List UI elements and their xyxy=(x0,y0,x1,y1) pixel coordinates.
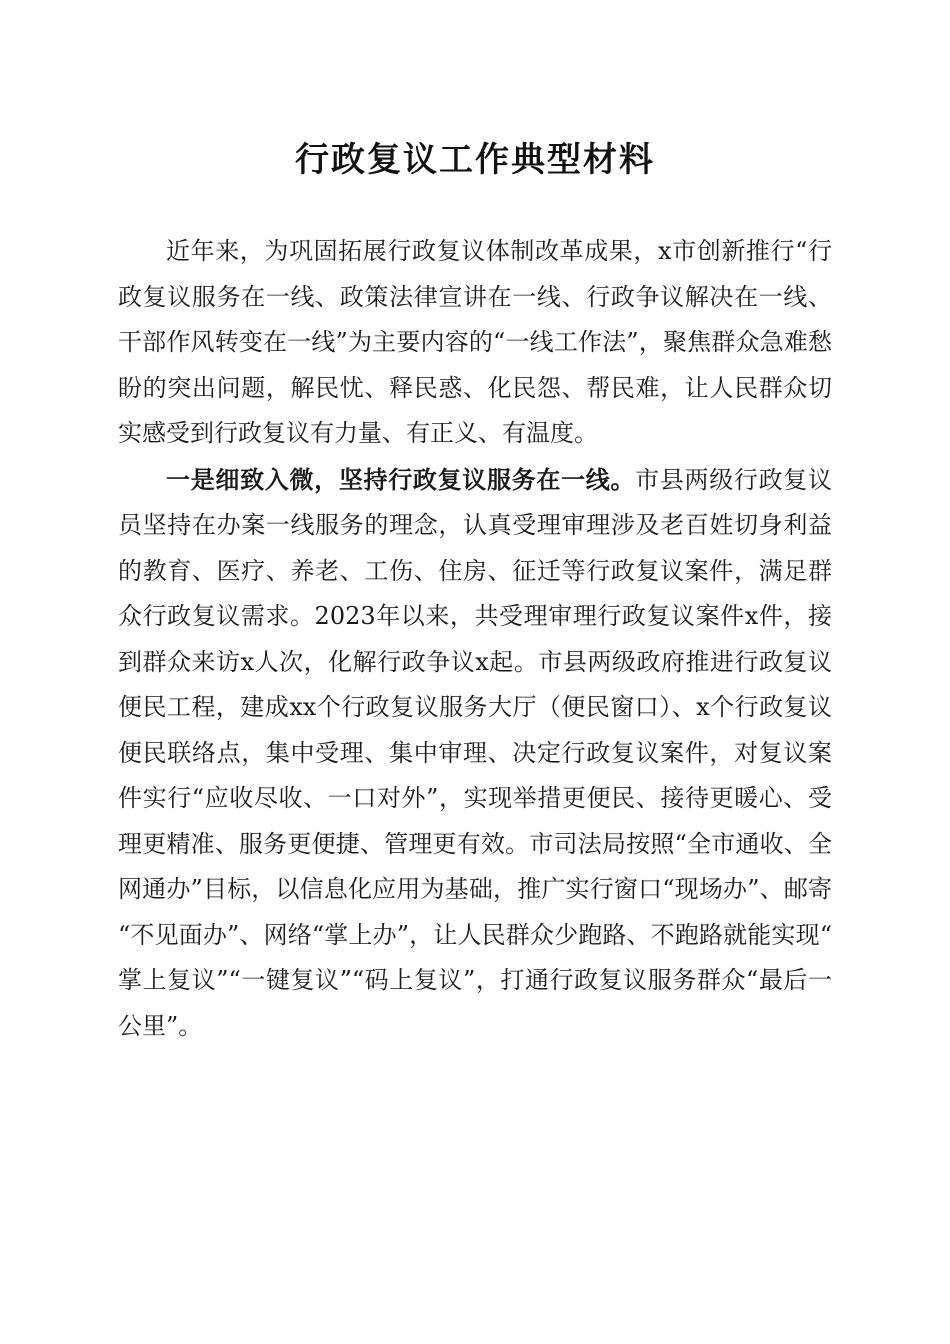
paragraph-point-one xyxy=(118,457,832,1050)
document-body xyxy=(118,229,832,1049)
paragraph-intro-text: 近年来，为巩固拓展行政复议体制改革成果，x市创新推行“行政复议服务在一线、政策法律宣讲在一线、行政争议解决在一线、干部作风转变在一线”为主要内容的“一线工作法”，聚焦群众急难愁盼的突出问题，解民忧、释民惑、化民怨、帮民难，让人民群众切实感受到行政复议有力量、有正义、有温度。 xyxy=(118,237,832,447)
paragraph-intro xyxy=(118,229,832,457)
paragraph-point-one-text: 市县两级行政复议员坚持在办案一线服务的理念，认真受理审理涉及老百姓切身利益的教育、医疗、养老、工伤、住房、征迁等行政复议案件，满足群众行政复议需求。2023年以来，共受理审理行政复议案件x件，接到群众来访x人次，化解行政争议x起。市县两级政府推进行政复议便民工程，建成xx个行政复议服务大厅（便民窗口）、x个行政复议便民联络点，集中受理、集中审理、决定行政复议案件，对复议案件实行“应收尽收、一口对外”，实现举措更便民、接待更暖心、受理更精准、服务更便捷、管理更有效。市司法局按照“全市通收、全网通办”目标，以信息化应用为基础，推广实行窗口“现场办”、邮寄“不见面办”、网络“掌上办”，让人民群众少跑路、不跑路就能实现“掌上复议”“一键复议”“码上复议”，打通行政复议服务群众“最后一公里”。 xyxy=(118,465,833,1040)
paragraph-point-one-heading: 一是细致入微，坚持行政复议服务在一线。 xyxy=(166,464,636,494)
document-title: 行政复议工作典型材料 xyxy=(295,140,655,180)
